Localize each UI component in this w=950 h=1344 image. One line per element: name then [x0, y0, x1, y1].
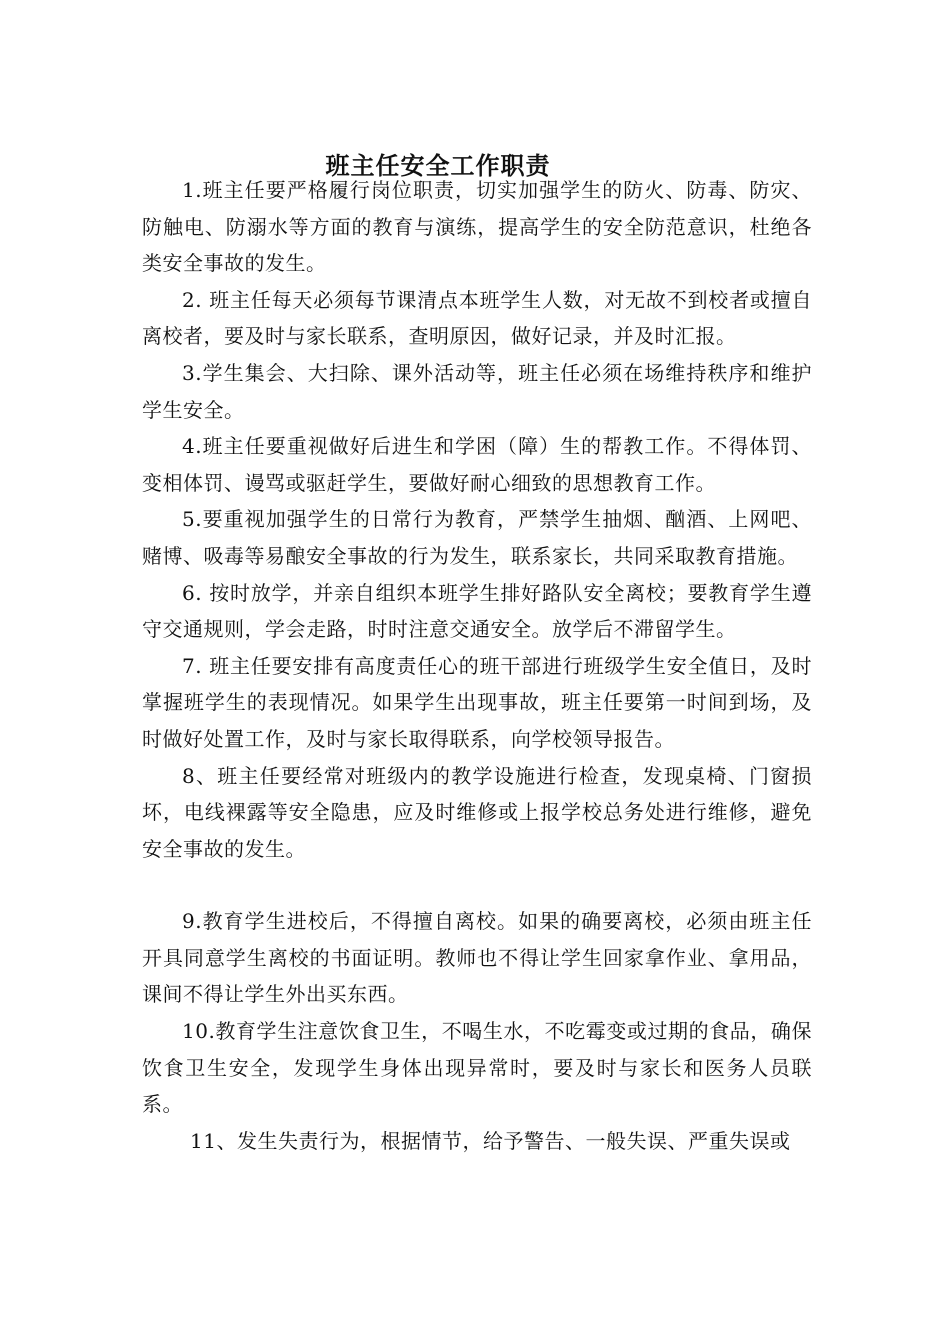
paragraph-5: 5.要重视加强学生的日常行为教育，严禁学生抽烟、酗酒、上网吧、赌博、吸毒等易酿安全事故的行为发生，联系家长，共同采取教育措施。 — [142, 507, 812, 568]
paragraph-3: 3.学生集会、大扫除、课外活动等，班主任必须在场维持秩序和维护学生安全。 — [142, 360, 812, 422]
paragraph-2: 2. 班主任每天必须每节课清点本班学生人数，对无故不到校者或擅自离校者，要及时与家长联系，查明原因，做好记录，并及时汇报。 — [142, 287, 812, 349]
document-title: 班主任安全工作职责 — [325, 151, 551, 181]
document-body — [142, 172, 812, 1159]
paragraph-9: 9.教育学生进校后，不得擅自离校。如果的确要离校，必须由班主任开具同意学生离校的书面证明。教师也不得让学生回家拿作业、拿用品，课间不得让学生外出买东西。 — [142, 909, 812, 1007]
paragraph-6: 6. 按时放学，并亲自组织本班学生排好路队安全离校；要教育学生遵守交通规则，学会走路，时时注意交通安全。放学后不滞留学生。 — [142, 580, 812, 642]
paragraph-1: 1.班主任要严格履行岗位职责，切实加强学生的防火、防毒、防灾、防触电、防溺水等方面的教育与演练，提高学生的安全防范意识，杜绝各类安全事故的发生。 — [142, 178, 812, 276]
paragraph-10: 10.教育学生注意饮食卫生，不喝生水，不吃霉变或过期的食品，确保饮食卫生安全，发现学生身体出现异常时，要及时与家长和医务人员联系。 — [142, 1019, 812, 1117]
paragraph-7: 7. 班主任要安排有高度责任心的班干部进行班级学生安全值日，及时掌握班学生的表现情况。如果学生出现事故，班主任要第一时间到场，及时做好处置工作，及时与家长取得联系，向学校领导报告。 — [142, 653, 812, 751]
paragraph-8: 8、班主任要经常对班级内的教学设施进行检查，发现桌椅、门窗损坏，电线裸露等安全隐患，应及时维修或上报学校总务处进行维修，避免安全事故的发生。 — [142, 763, 812, 861]
paragraph-4: 4.班主任要重视做好后进生和学困（障）生的帮教工作。不得体罚、变相体罚、谩骂或驱赶学生，要做好耐心细致的思想教育工作。 — [142, 434, 812, 495]
paragraph-11: 11、发生失责行为，根据情节，给予警告、一般失误、严重失误或 — [190, 1128, 791, 1153]
